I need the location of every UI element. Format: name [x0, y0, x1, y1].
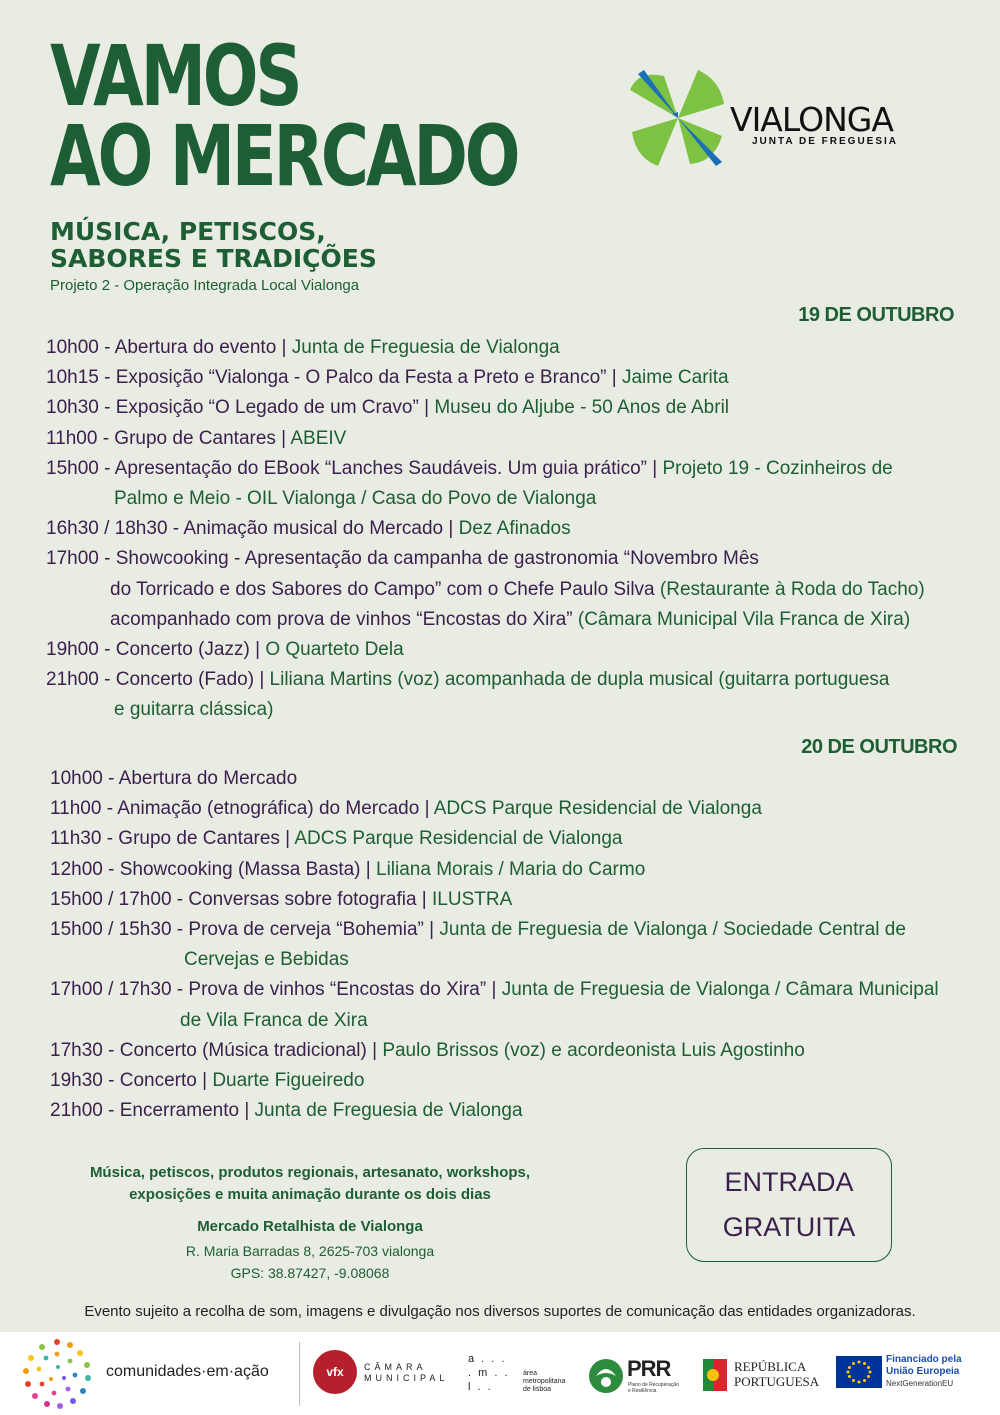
schedule-row: 17h00 - Showcooking - Apresentação da campanha de gastronomia “Novembro Mês — [46, 548, 759, 570]
schedule-row: 15h00 / 17h00 - Conversas sobre fotografia | ILUSTRA — [50, 888, 513, 910]
subtitle-line-1: MÚSICA, PETISCOS, — [50, 217, 326, 246]
schedule-row: acompanhado com prova de vinhos “Encostas do Xira” (Câmara Municipal Vila Franca de Xira) — [110, 608, 911, 630]
schedule-row: e guitarra clássica) — [114, 699, 274, 721]
logo-name: VIALONGA — [730, 100, 893, 139]
event-info — [40, 1162, 580, 1281]
aml-line-3: de lisboa — [523, 1386, 552, 1393]
schedule-row: 10h00 - Abertura do Mercado — [50, 768, 298, 789]
day-1-date: 19 DE OUTUBRO — [798, 304, 954, 326]
rp-line-1: REPÚBLICA — [734, 1359, 807, 1374]
cm-vfx-badge: vfx — [313, 1350, 357, 1394]
schedule-row: Palmo e Meio - OIL Vialonga / Casa do Povo de Vialonga — [114, 488, 597, 510]
comunidades-em-acao-logo: comunidades·em·ação — [106, 1363, 269, 1380]
schedule-row: 19h30 - Concerto | Duarte Figueiredo — [50, 1070, 365, 1092]
schedule-row: 21h00 - Concerto (Fado) | Liliana Martins (voz) acompanhada de dupla musical (guitarra portuguesa — [46, 669, 890, 691]
prr-sub-1: Plano de Recuperação — [628, 1382, 679, 1388]
schedule-row: 11h00 - Grupo de Cantares | ABEIV — [46, 427, 347, 449]
schedule-row: do Torricado e dos Sabores do Campo” com o Chefe Paulo Silva (Restaurante à Roda do Tacho) — [110, 578, 925, 600]
day-2-date: 20 DE OUTUBRO — [801, 736, 957, 758]
cm-line-2: MUNICIPAL — [364, 1373, 449, 1383]
schedule-row: 16h30 / 18h30 - Animação musical do Mercado | Dez Afinados — [46, 518, 571, 540]
highlights-line-1: Música, petiscos, produtos regionais, artesanato, workshops, — [89, 1164, 531, 1181]
eu-line-1: Financiado pela — [886, 1354, 962, 1365]
schedule-row: 19h00 - Concerto (Jazz) | O Quarteto Dela — [46, 639, 404, 661]
rp-line-2: PORTUGUESA — [734, 1374, 820, 1389]
schedule-row: de Vila Franca de Xira — [180, 1009, 368, 1031]
event-subtitle — [50, 218, 377, 272]
project-label: Projeto 2 - Operação Integrada Local Vialonga — [50, 277, 360, 294]
aml-line-1: área — [523, 1370, 538, 1377]
eu-line-3: NextGenerationEU — [886, 1379, 954, 1388]
highlights-line-2: exposições e muita animação durante os dois dias — [129, 1186, 491, 1203]
schedule-row: 10h15 - Exposição “Vialonga - O Palco da Festa a Preto e Branco” | Jaime Carita — [46, 367, 729, 389]
republica-portuguesa-logo — [734, 1359, 819, 1389]
schedule-row: 11h00 - Animação (etnográfica) do Mercado | ADCS Parque Residencial de Vialonga — [50, 798, 762, 820]
schedule-row: 10h30 - Exposição “O Legado de um Cravo” | Museu do Aljube - 50 Anos de Abril — [46, 397, 730, 419]
title-line-1: VAMOS — [50, 27, 300, 125]
subtitle-line-2: SABORES E TRADIÇÕES — [50, 244, 377, 273]
prr-logo: PRR — [627, 1356, 671, 1381]
logo-divider — [299, 1342, 300, 1406]
schedule-row: 11h30 - Grupo de Cantares | ADCS Parque Residencial de Vialonga — [50, 828, 623, 850]
eu-funding-logo — [886, 1354, 962, 1390]
title-line-2: AO MERCADO — [50, 107, 518, 205]
portugal-flag-icon — [703, 1359, 727, 1391]
schedule-row: 15h00 / 15h30 - Prova de cerveja “Bohemia” | Junta de Freguesia de Vialonga / Sociedade Central de — [50, 919, 906, 941]
aml-logo-text — [523, 1370, 565, 1394]
venue-gps: GPS: 38.87427, -9.08068 — [230, 1265, 390, 1281]
pinwheel-logo-icon — [628, 66, 728, 176]
entry-line-2: GRATUITA — [722, 1212, 856, 1242]
prr-icon — [588, 1358, 624, 1394]
sponsor-logo-bar — [0, 1332, 1000, 1415]
free-entry-badge — [686, 1148, 892, 1262]
venue-name: Mercado Retalhista de Vialonga — [197, 1218, 423, 1235]
schedule-row: 15h00 - Apresentação do EBook “Lanches Saudáveis. Um guia prático” | Projeto 19 - Cozinheiros de — [46, 457, 893, 479]
entry-line-1: ENTRADA — [724, 1167, 854, 1197]
schedule-row: 17h30 - Concerto (Música tradicional) | Paulo Brissos (voz) e acordeonista Luis Agostinho — [50, 1039, 805, 1061]
schedule-row: 12h00 - Showcooking (Massa Basta) | Liliana Morais / Maria do Carmo — [50, 858, 646, 880]
event-title — [50, 27, 518, 205]
schedule-row: 10h00 - Abertura do evento | Junta de Freguesia de Vialonga — [46, 337, 560, 358]
schedule-row: 17h00 / 17h30 - Prova de vinhos “Encostas do Xira” | Junta de Freguesia de Vialonga / Câmara Municipal — [50, 979, 939, 1001]
prr-sub-2: e Resiliência — [628, 1388, 657, 1394]
vialonga-logo — [628, 66, 928, 176]
day-1-schedule — [46, 333, 986, 726]
camara-municipal-logo — [364, 1362, 448, 1384]
venue-address: R. Maria Barradas 8, 2625-703 vialonga — [185, 1243, 435, 1259]
eu-flag-icon — [836, 1356, 882, 1388]
prr-subtitle — [628, 1382, 679, 1394]
schedule-row: 21h00 - Encerramento | Junta de Freguesia de Vialonga — [50, 1100, 523, 1122]
cm-line-1: CÂMARA — [364, 1362, 427, 1372]
aml-letters: a . . . . m . . l . . — [468, 1353, 508, 1393]
disclaimer: Evento sujeito a recolha de som, imagens e divulgação nos diversos suportes de comunicação das entidades organizadoras. — [84, 1303, 916, 1320]
schedule-row: Cervejas e Bebidas — [184, 949, 349, 971]
day-2-schedule — [50, 764, 990, 1126]
logo-subtitle: JUNTA DE FREGUESIA — [752, 136, 899, 147]
eu-line-2: União Europeia — [886, 1366, 960, 1377]
aml-line-2: metropolitana — [523, 1378, 566, 1385]
comunidades-dots-icon — [18, 1336, 96, 1412]
